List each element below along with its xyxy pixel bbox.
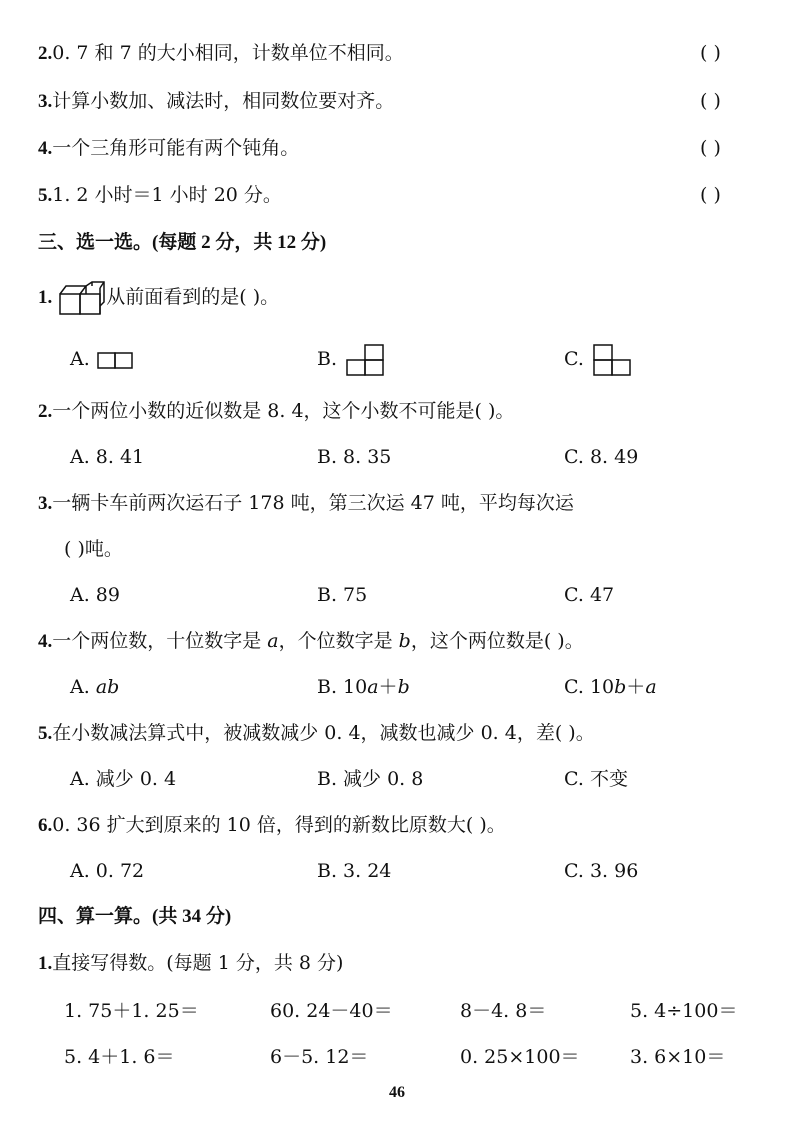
answer-paren[interactable]: ( ) [700,42,721,64]
page-number: 46 [389,1084,405,1101]
calc-expression[interactable]: 6－5. 12＝ [270,1046,369,1068]
option-c[interactable]: C. 47 [564,584,615,606]
option-c[interactable]: C. 10b＋a [564,676,657,698]
l-shape-right-icon [343,343,387,377]
option-b[interactable]: B. 减少 0. 8 [317,768,424,790]
q5-options [70,762,770,796]
section-4-title: 四、算一算。(共 34 分) [38,906,232,927]
choice-q1: 1. 从前面看到的是( )。 [38,280,279,314]
choice-q5: 5.在小数减法算式中，被减数减少 0. 4，减数也减少 0. 4，差( )。 [38,722,595,744]
option-a[interactable]: A. 减少 0. 4 [70,768,177,790]
calc-expression[interactable]: 0. 25×100＝ [460,1046,580,1068]
choice-q3: 3.一辆卡车前两次运石子 178 吨，第三次运 47 吨，平均每次运 [38,492,574,514]
option-b[interactable]: B. [317,342,387,376]
option-c[interactable]: C. 不变 [564,768,628,790]
option-b[interactable]: B. 10a＋b [317,676,410,698]
two-squares-row-icon [96,350,136,370]
answer-paren[interactable]: ( ) [700,137,721,159]
calc-expression[interactable]: 3. 6×10＝ [630,1046,726,1068]
judge-item-4: 4.一个三角形可能有两个钝角。 [38,137,300,159]
calc-expression[interactable]: 8－4. 8＝ [460,1000,547,1022]
choice-q4: 4.一个两位数，十位数字是 a，个位数字是 b，这个两位数是( )。 [38,630,584,652]
option-b[interactable]: B. 3. 24 [317,860,392,882]
option-a[interactable]: A. 0. 72 [70,860,145,882]
calc-q1: 1.直接写得数。(每题 1 分，共 8 分) [38,952,344,974]
option-b[interactable]: B. 75 [317,584,368,606]
judge-item-5: 5.1. 2 小时＝1 小时 20 分。 [38,184,282,206]
option-c[interactable]: C. 8. 49 [564,446,639,468]
answer-paren[interactable]: ( ) [700,184,721,206]
calc-row-2 [64,1040,774,1074]
option-a[interactable]: A. ab [70,676,120,698]
l-shape-left-icon [590,343,634,377]
section-3-title: 三、选一选。(每题 2 分，共 12 分) [38,232,327,253]
judge-item-2: 2.0. 7 和 7 的大小相同，计数单位不相同。 [38,42,404,64]
q6-options [70,854,770,888]
calc-expression[interactable]: 5. 4÷100＝ [630,1000,738,1022]
calc-expression[interactable]: 1. 75＋1. 25＝ [64,1000,199,1022]
option-c[interactable]: C. 3. 96 [564,860,639,882]
calc-row-1 [64,994,774,1028]
option-c[interactable]: C. [564,342,634,376]
cube-stack-icon [58,280,106,316]
option-b[interactable]: B. 8. 35 [317,446,392,468]
calc-expression[interactable]: 60. 24－40＝ [270,1000,393,1022]
option-a[interactable]: A. [70,342,136,376]
answer-paren[interactable]: ( ) [700,90,721,112]
choice-q6: 6.0. 36 扩大到原来的 10 倍，得到的新数比原数大( )。 [38,814,506,836]
option-a[interactable]: A. 89 [70,584,120,606]
option-a[interactable]: A. 8. 41 [70,446,145,468]
judge-item-3: 3.计算小数加、减法时，相同数位要对齐。 [38,90,395,112]
q4-options [70,670,770,704]
calc-expression[interactable]: 5. 4＋1. 6＝ [64,1046,175,1068]
q3-options [70,578,770,612]
choice-q2: 2.一个两位小数的近似数是 8. 4，这个小数不可能是( )。 [38,400,515,422]
q2-options [70,440,770,474]
choice-q3-cont: ( )吨。 [64,538,123,560]
